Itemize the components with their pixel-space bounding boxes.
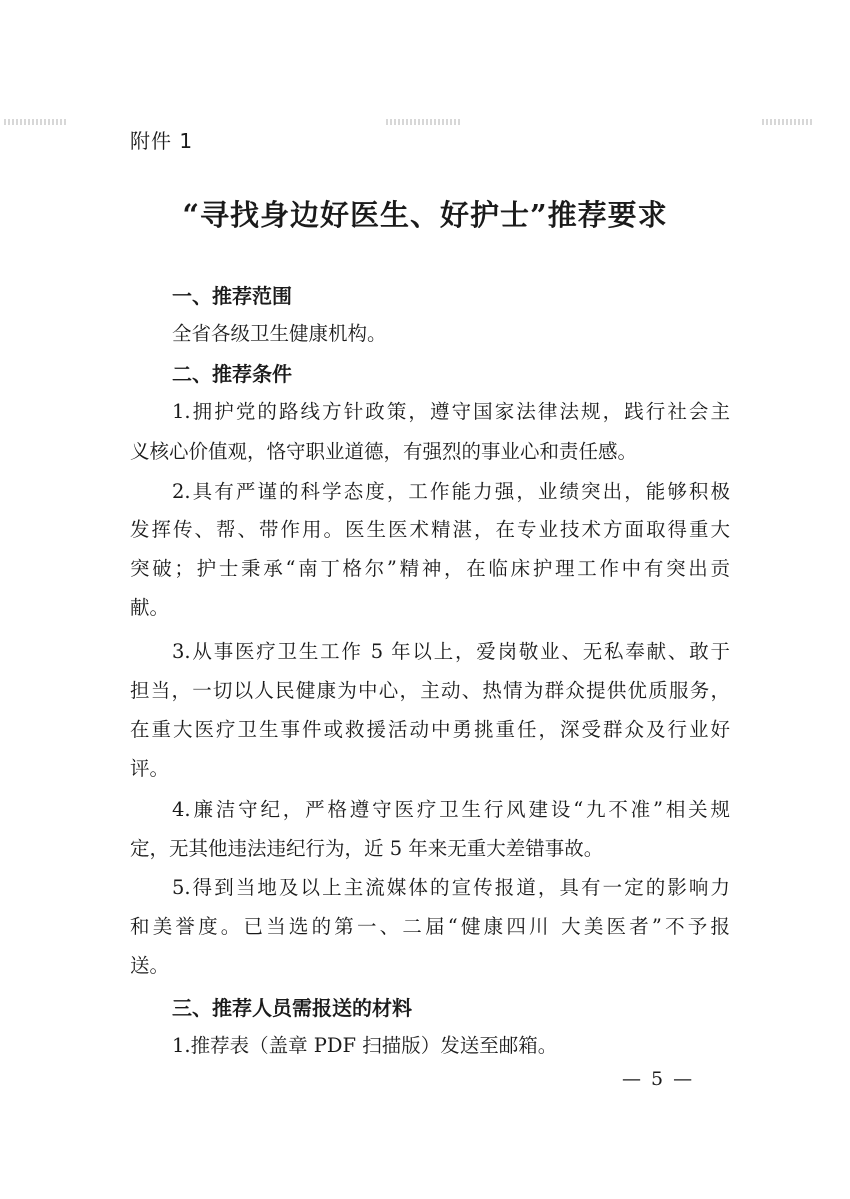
section-heading-materials: 三、推荐人员需报送的材料 xyxy=(172,996,412,1020)
paragraph-line: 1.推荐表（盖章 PDF 扫描版）发送至邮箱。 xyxy=(172,1034,558,1057)
paragraph-line: 2.具有严谨的科学态度，工作能力强，业绩突出，能够积极 xyxy=(172,480,730,503)
paragraph-line: 送。 xyxy=(130,954,170,977)
scan-artifact-center xyxy=(386,119,462,125)
document-title: “寻找身边好医生、好护士”推荐要求 xyxy=(182,198,668,232)
paragraph-line: 在重大医疗卫生事件或救援活动中勇挑重任，深受群众及行业好 xyxy=(130,718,730,741)
paragraph-line: 1.拥护党的路线方针政策，遵守国家法律法规，践行社会主 xyxy=(172,400,730,423)
paragraph-line: 发挥传、帮、带作用。医生医术精湛，在专业技术方面取得重大 xyxy=(130,518,730,541)
paragraph-line: 评。 xyxy=(130,757,170,780)
paragraph-line: 5.得到当地及以上主流媒体的宣传报道，具有一定的影响力 xyxy=(172,876,730,899)
attachment-label: 附件 1 xyxy=(130,129,194,153)
paragraph-line: 义核心价值观，恪守职业道德，有强烈的事业心和责任感。 xyxy=(130,440,638,463)
paragraph-line: 3.从事医疗卫生工作 5 年以上，爱岗敬业、无私奉献、敢于 xyxy=(172,640,730,663)
paragraph-line: 突破；护士秉承“南丁格尔”精神，在临床护理工作中有突出贡 xyxy=(130,557,730,580)
paragraph-line: 和美誉度。已当选的第一、二届“健康四川 大美医者”不予报 xyxy=(130,915,730,938)
paragraph-line: 全省各级卫生健康机构。 xyxy=(172,322,387,345)
scan-artifact-left xyxy=(4,119,68,125)
scan-artifact-right xyxy=(762,119,814,125)
section-heading-conditions: 二、推荐条件 xyxy=(172,362,292,386)
page-number: — 5 — xyxy=(622,1068,695,1090)
paragraph-line: 定，无其他违法违纪行为，近 5 年来无重大差错事故。 xyxy=(130,837,604,860)
section-heading-scope: 一、推荐范围 xyxy=(172,284,292,308)
paragraph-line: 献。 xyxy=(130,596,170,619)
paragraph-line: 担当，一切以人民健康为中心，主动、热情为群众提供优质服务， xyxy=(130,679,730,702)
paragraph-line: 4.廉洁守纪，严格遵守医疗卫生行风建设“九不准”相关规 xyxy=(172,798,730,821)
